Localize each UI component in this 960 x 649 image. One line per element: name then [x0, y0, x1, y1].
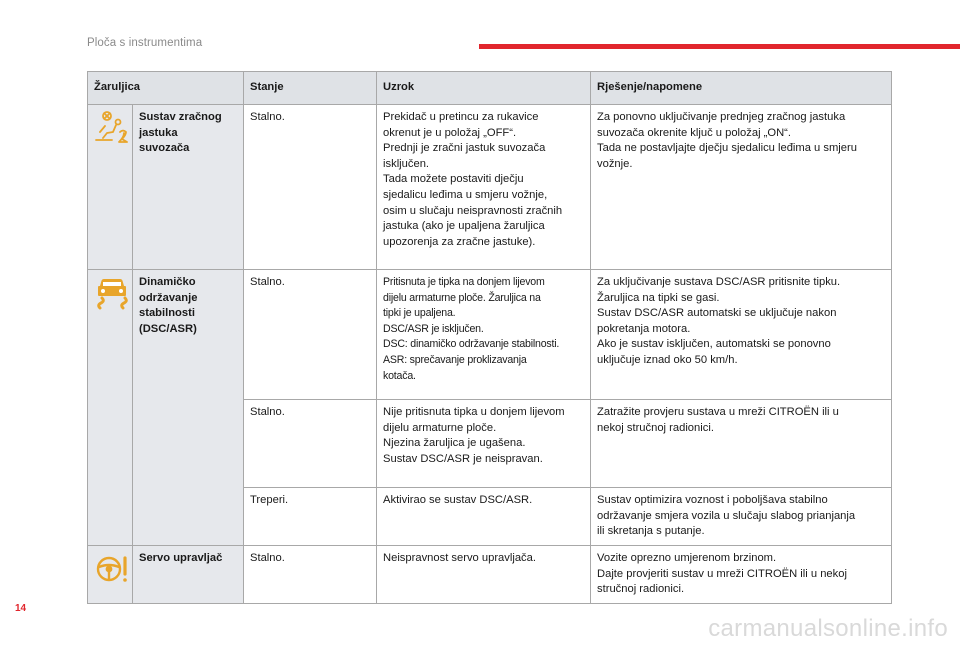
text-line: dijelu armaturne ploče. Žaruljica na — [383, 291, 541, 304]
text-line: DSC/ASR je isključen. — [383, 322, 484, 335]
name-line: stabilnosti — [139, 307, 195, 320]
uzrok-cell — [377, 546, 591, 604]
page-header-title: Ploča s instrumentima — [87, 37, 203, 49]
text-line: Pritisnuta je tipka na donjem lijevom — [383, 276, 545, 288]
text-line: Za uključivanje sustava DSC/ASR pritisnite tipku. — [597, 276, 841, 288]
icon-cell — [88, 546, 133, 604]
text-line: osim u slučaju neispravnosti zračnih — [383, 204, 563, 217]
lamp-name-power-steering — [133, 546, 244, 604]
name-line: održavanje — [139, 291, 198, 304]
text-line: Tada možete postaviti dječju — [383, 173, 524, 186]
uzrok-cell — [377, 488, 591, 546]
text-line: Aktivirao se sustav DSC/ASR. — [383, 494, 533, 506]
header-zaruljica: Žaruljica — [88, 72, 244, 105]
text-line: vožnje. — [597, 157, 633, 170]
header-rjesenje: Rješenje/napomene — [591, 72, 892, 105]
text-line: Tada ne postavljajte dječju sjedalicu leđima u smjeru — [597, 142, 857, 155]
lamp-name-airbag — [133, 105, 244, 270]
stanje-cell: Stalno. — [244, 105, 377, 270]
text-line: kotača. — [383, 369, 416, 382]
text-line: sjedalicu leđima u smjeru vožnje, — [383, 188, 548, 201]
text-line: Ako je sustav isključen, automatski se ponovno — [597, 338, 831, 351]
text-line: dijelu armaturne ploče. — [383, 421, 497, 434]
text-line: Sustav optimizira voznost i poboljšava stabilno — [597, 494, 828, 506]
stanje-cell: Stalno. — [244, 546, 377, 604]
text-line: Zatražite provjeru sustava u mreži CITROËN ili u — [597, 406, 839, 418]
text-line: isključen. — [383, 157, 430, 170]
stanje-cell: Treperi. — [244, 488, 377, 546]
text-line: Neispravnost servo upravljača. — [383, 552, 536, 564]
text-line: Nije pritisnuta tipka u donjem lijevom — [383, 406, 565, 418]
text-line: Dajte provjeriti sustav u mreži CITROËN ili u nekoj — [597, 567, 847, 580]
text-line: Za ponovno uključivanje prednjeg zračnog jastuka — [597, 111, 846, 123]
header-accent-bar — [479, 44, 960, 49]
text-line: Njezina žaruljica je ugašena. — [383, 437, 526, 450]
uzrok-cell — [377, 400, 591, 488]
passenger-airbag-off-icon — [94, 110, 130, 146]
table-row — [88, 546, 892, 604]
text-line: Žaruljica na tipki se gasi. — [597, 291, 720, 304]
text-line: ili skretanja s putanje. — [597, 525, 705, 538]
header-stanje: Stanje — [244, 72, 377, 105]
text-line: ASR: sprečavanje proklizavanja — [383, 353, 527, 366]
name-line: Servo upravljač — [139, 552, 223, 564]
page-number: 14 — [15, 603, 27, 614]
text-line: Sustav DSC/ASR je neispravan. — [383, 452, 543, 465]
table-row — [88, 105, 892, 270]
header-uzrok: Uzrok — [377, 72, 591, 105]
name-line: suvozača — [139, 142, 190, 155]
name-line: Sustav zračnog — [139, 111, 222, 123]
text-line: Prednji je zračni jastuk suvozača — [383, 142, 546, 155]
text-line: stručnoj radionici. — [597, 583, 685, 596]
text-line: suvozača okrenite ključ u položaj „ON“. — [597, 126, 792, 139]
power-steering-warning-icon — [94, 551, 130, 587]
icon-cell — [88, 270, 133, 546]
name-line: Dinamičko — [139, 276, 196, 288]
rjesenje-cell — [591, 270, 892, 400]
warning-lamp-table — [87, 71, 892, 604]
text-line: DSC: dinamičko održavanje stabilnosti. — [383, 338, 560, 351]
lamp-name-dsc — [133, 270, 244, 546]
rjesenje-cell — [591, 488, 892, 546]
name-line: jastuka — [139, 126, 178, 139]
text-line: jastuka (ako je upaljena žaruljica — [383, 220, 545, 233]
text-line: uključuje iznad oko 50 km/h. — [597, 353, 738, 366]
text-line: Sustav DSC/ASR automatski se uključuje nakon — [597, 307, 837, 320]
watermark: carmanualsonline.info — [708, 615, 948, 642]
stanje-cell: Stalno. — [244, 400, 377, 488]
text-line: pokretanja motora. — [597, 322, 691, 335]
icon-cell — [88, 105, 133, 270]
rjesenje-cell — [591, 546, 892, 604]
text-line: tipki je upaljena. — [383, 307, 456, 320]
text-line: Prekidač u pretincu za rukavice — [383, 111, 539, 123]
text-line: okrenut je u položaj „OFF“. — [383, 126, 517, 139]
table-row — [88, 270, 892, 400]
stanje-cell: Stalno. — [244, 270, 377, 400]
text-line: nekoj stručnoj radionici. — [597, 421, 714, 434]
text-line: upozorenja za zračne jastuke). — [383, 235, 536, 248]
rjesenje-cell — [591, 105, 892, 270]
uzrok-cell — [377, 270, 591, 400]
text-line: održavanje smjera vozila u slučaju slabog prianjanja — [597, 509, 856, 522]
rjesenje-cell — [591, 400, 892, 488]
uzrok-cell — [377, 105, 591, 270]
text-line: Vozite oprezno umjerenom brzinom. — [597, 552, 777, 564]
dsc-asr-icon — [94, 275, 130, 311]
name-line: (DSC/ASR) — [139, 322, 197, 335]
table-header-row — [88, 72, 892, 105]
